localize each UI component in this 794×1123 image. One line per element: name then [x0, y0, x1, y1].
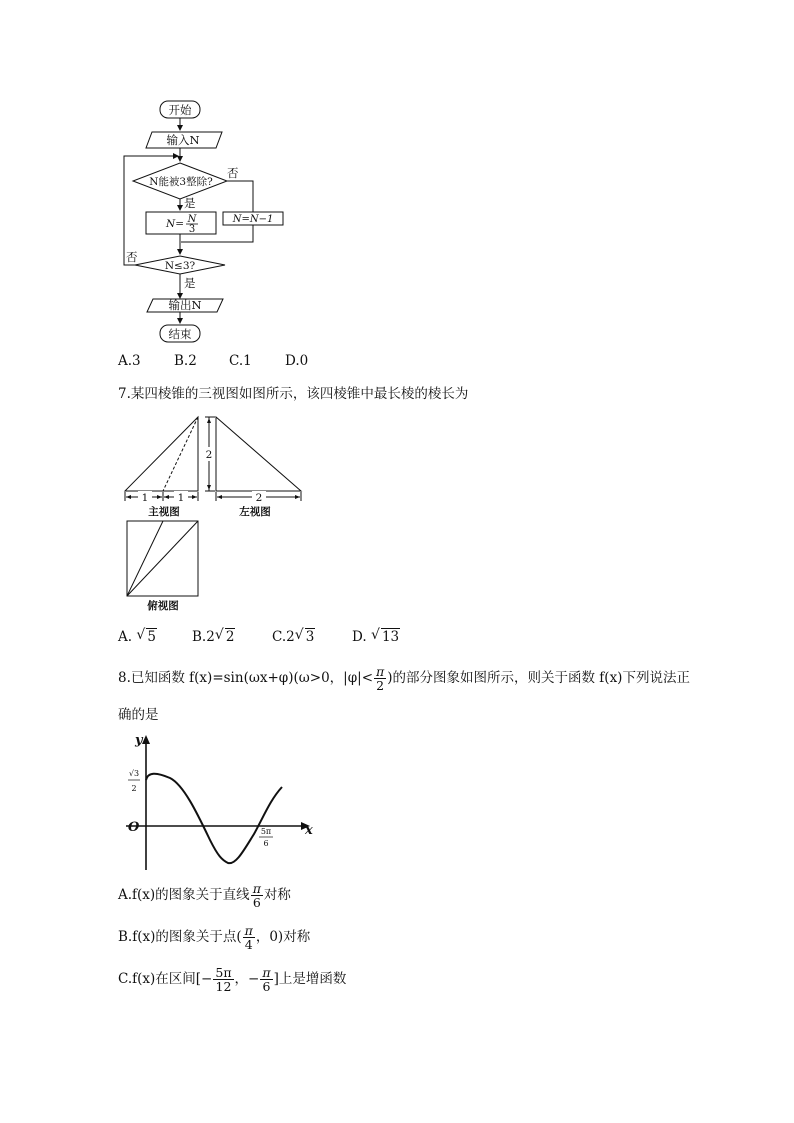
q6-option-a: A.3 [118, 353, 141, 369]
x-tick-num: 5π [260, 827, 272, 836]
q7-option-c: C.2√ 3 [272, 629, 315, 645]
front-view [125, 417, 198, 491]
dim-front-1b: 1 [177, 492, 185, 504]
end-label: 结束 [168, 327, 192, 341]
dim-left-height: 2 [205, 449, 213, 461]
sine-curve [146, 774, 282, 863]
q8-option-b: B.f(x)的图象关于点( $\frac{\pi}{4}$ ，0)对称 [118, 923, 311, 952]
dim-front-1a: 1 [141, 492, 149, 504]
three-view-drawing [118, 410, 308, 615]
q8-stem: 8.已知函数 f(x)=sin(ωx+φ)(ω>0，|φ|< $\frac{\pi}{2}$ )的部分图象如图所示，则关于函数 f(x)下列说法正 [118, 664, 690, 693]
start-label: 开始 [168, 103, 192, 117]
sine-graph [118, 730, 318, 875]
q7-stem: 7.某四棱锥的三视图如图所示，该四棱锥中最长棱的棱长为 [118, 386, 469, 402]
flowchart [110, 95, 310, 350]
q7-option-d: D. √ 13 [352, 629, 400, 645]
yes1-label: 是 [184, 196, 196, 210]
process1-lhs: N= [166, 218, 184, 230]
q6-option-d: D.0 [285, 353, 309, 369]
decision1-label: N能被3整除? [149, 176, 213, 188]
origin-label: O [128, 820, 140, 835]
y-tick-den: 2 [131, 784, 137, 793]
y-tick-num: √3 [128, 769, 140, 778]
x-axis-label: x [305, 823, 313, 838]
yes2-label: 是 [184, 276, 196, 290]
q8-option-a: A.f(x)的图象关于直线 $\frac{\pi}{6}$ 对称 [118, 881, 291, 910]
q8-stem-line2: 确的是 [118, 707, 159, 723]
no1-label: 否 [227, 166, 239, 180]
y-axis-label: y [135, 733, 143, 748]
x-tick-den: 6 [263, 839, 269, 848]
left-view [216, 417, 301, 491]
output-label: 输出N [168, 298, 202, 312]
process1-num: N [187, 214, 197, 225]
process2-label: N=N−1 [232, 214, 274, 225]
dim-left-width: 2 [255, 492, 263, 504]
input-label: 输入N [166, 133, 200, 147]
process1-den: 3 [188, 224, 196, 235]
top-view-label: 俯视图 [147, 600, 179, 612]
q7-option-b: B.2√ 2 [192, 629, 235, 645]
q6-option-c: C.1 [229, 353, 252, 369]
q8-option-c: C.f(x)在区间[− $\frac{5\pi}{12}$ ，− $\frac{\pi}{6}$ ]上是增函数 [118, 965, 347, 994]
q6-option-b: B.2 [174, 353, 197, 369]
no2-label: 否 [126, 250, 138, 264]
q7-option-a: A. √ 5 [118, 629, 157, 645]
decision2-label: N≤3? [164, 260, 196, 272]
left-view-label: 左视图 [239, 506, 271, 518]
front-view-label: 主视图 [148, 506, 180, 518]
